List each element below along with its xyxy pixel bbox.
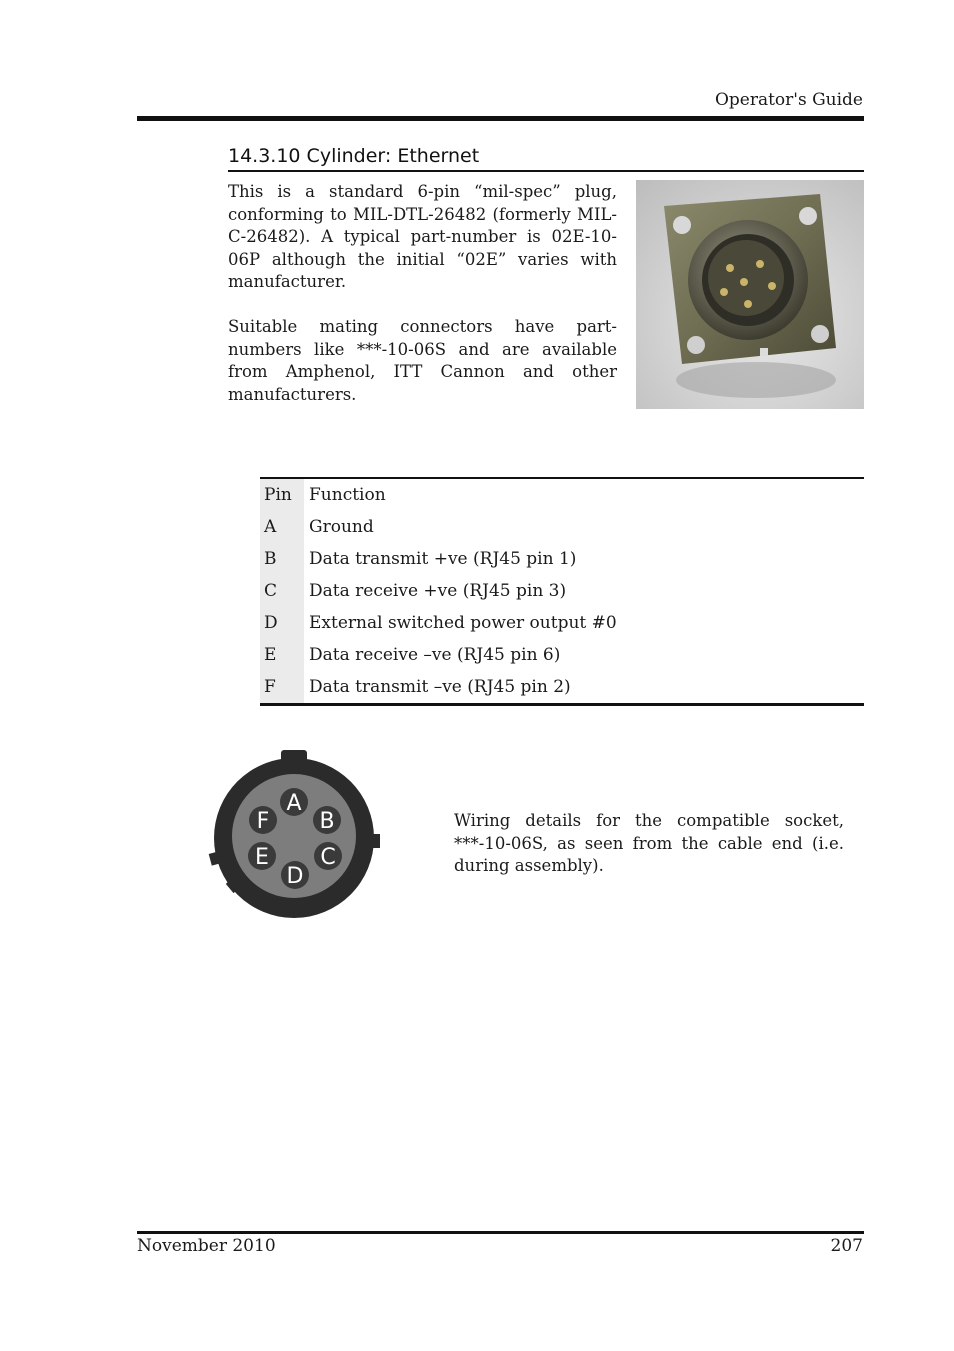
- table-row: [260, 543, 864, 575]
- function-column-header: Function: [309, 485, 386, 505]
- section-heading: 14.3.10 Cylinder: Ethernet: [228, 145, 480, 167]
- pin-cell: F: [260, 671, 304, 705]
- pin-b-label: B: [319, 809, 335, 834]
- function-cell: Data transmit +ve (RJ45 pin 1): [309, 549, 577, 569]
- pin-f-label: F: [256, 809, 270, 834]
- running-header: Operator's Guide: [714, 90, 863, 110]
- pin-cell: C: [260, 575, 304, 607]
- section-rule: [228, 170, 864, 172]
- header-rule: [137, 116, 864, 121]
- function-cell: External switched power output #0: [309, 613, 617, 633]
- table-row: [260, 511, 864, 543]
- connector-photo: [636, 180, 864, 409]
- page-number: 207: [830, 1236, 863, 1256]
- function-cell: Data receive +ve (RJ45 pin 3): [309, 581, 567, 601]
- pin-function-table: [260, 477, 864, 706]
- pin-cell: A: [260, 511, 304, 543]
- pin-c-label: C: [320, 845, 336, 870]
- pin-cell: E: [260, 639, 304, 671]
- pin-e-label: E: [255, 845, 269, 870]
- table-row: [260, 639, 864, 671]
- table-row: [260, 575, 864, 607]
- wiring-caption: Wiring details for the compatible socket, ***-10-06S, as seen from the cable end (i.e. during assembly).: [454, 811, 844, 875]
- pin-cell: B: [260, 543, 304, 575]
- mating-connectors-paragraph: Suitable mating connectors have part-numbers like ***-10-06S and are available from Amphenol, ITT Cannon and other manufacturers.: [228, 317, 617, 404]
- pin-d-label: D: [286, 864, 304, 889]
- function-cell: Data receive –ve (RJ45 pin 6): [309, 645, 561, 665]
- pin-cell: D: [260, 607, 304, 639]
- table-header-row: [260, 478, 864, 511]
- connector-outline: [209, 750, 380, 918]
- socket-wiring-diagram: [208, 748, 384, 920]
- footer-rule: [137, 1231, 864, 1234]
- function-cell: Ground: [309, 517, 374, 537]
- intro-paragraph: This is a standard 6-pin “mil-spec” plug, conforming to MIL-DTL-26482 (formerly MIL-C-26482). A typical part-number is 02E-10-06P although the initial “02E” varies with manufacturer.: [228, 182, 617, 291]
- table-row: [260, 607, 864, 639]
- pin-table-container: [260, 477, 864, 706]
- pin-column-header: Pin: [260, 478, 304, 511]
- function-cell: Data transmit –ve (RJ45 pin 2): [309, 677, 571, 697]
- pin-a-label: A: [286, 791, 302, 816]
- footer-date: November 2010: [137, 1236, 276, 1256]
- table-row: [260, 671, 864, 705]
